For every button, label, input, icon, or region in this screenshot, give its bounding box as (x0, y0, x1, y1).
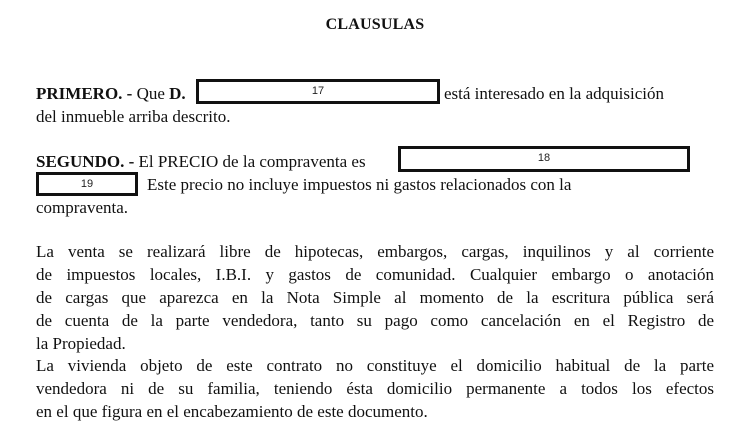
venta-line: La venta se realizará libre de hipotecas, embargos, cargas, inquilinos y al corriente (36, 242, 714, 261)
venta-line: la Propiedad. (36, 334, 126, 353)
venta-line: de cuenta de la parte vendedora, tanto su pago como cancelación en el Registro de (36, 311, 714, 330)
clause-segundo-line1 (36, 151, 366, 173)
field-17[interactable]: 17 (196, 79, 440, 104)
vivienda-line: La vivienda objeto de este contrato no constituye el domicilio habitual de la parte (36, 356, 714, 375)
clause-primero-heading: PRIMERO. - (36, 84, 133, 103)
clause-segundo-line3: compraventa. (36, 198, 129, 217)
clause-primero-line2: del inmueble arriba descrito. (36, 107, 231, 126)
vivienda-line: vendedora ni de su familia, teniendo ésta domicilio permanente a todos los efectos (36, 379, 714, 398)
vivienda-line: en el que figura en el encabezamiento de este documento. (36, 402, 428, 421)
clause-segundo-text-before: El PRECIO de la compraventa es (138, 152, 366, 171)
clause-primero-text-before: Que (136, 84, 165, 103)
field-19[interactable]: 19 (36, 172, 138, 196)
field-18[interactable]: 18 (398, 146, 690, 172)
clause-segundo-heading: SEGUNDO. - (36, 152, 135, 171)
venta-line: de cargas que aparezca en la Nota Simple al momento de la escritura pública será (36, 288, 714, 307)
clause-segundo-text-after: Este precio no incluye impuestos ni gastos relacionados con la (147, 175, 572, 194)
clause-primero-text-after: está interesado en la adquisición (444, 84, 664, 103)
document-title: CLAUSULAS (325, 16, 425, 33)
venta-line: de impuestos locales, I.B.I. y gastos de comunidad. Cualquier embargo o anotación (36, 265, 714, 284)
clause-primero-d: D. (169, 84, 186, 103)
clause-primero-line1 (36, 83, 186, 105)
